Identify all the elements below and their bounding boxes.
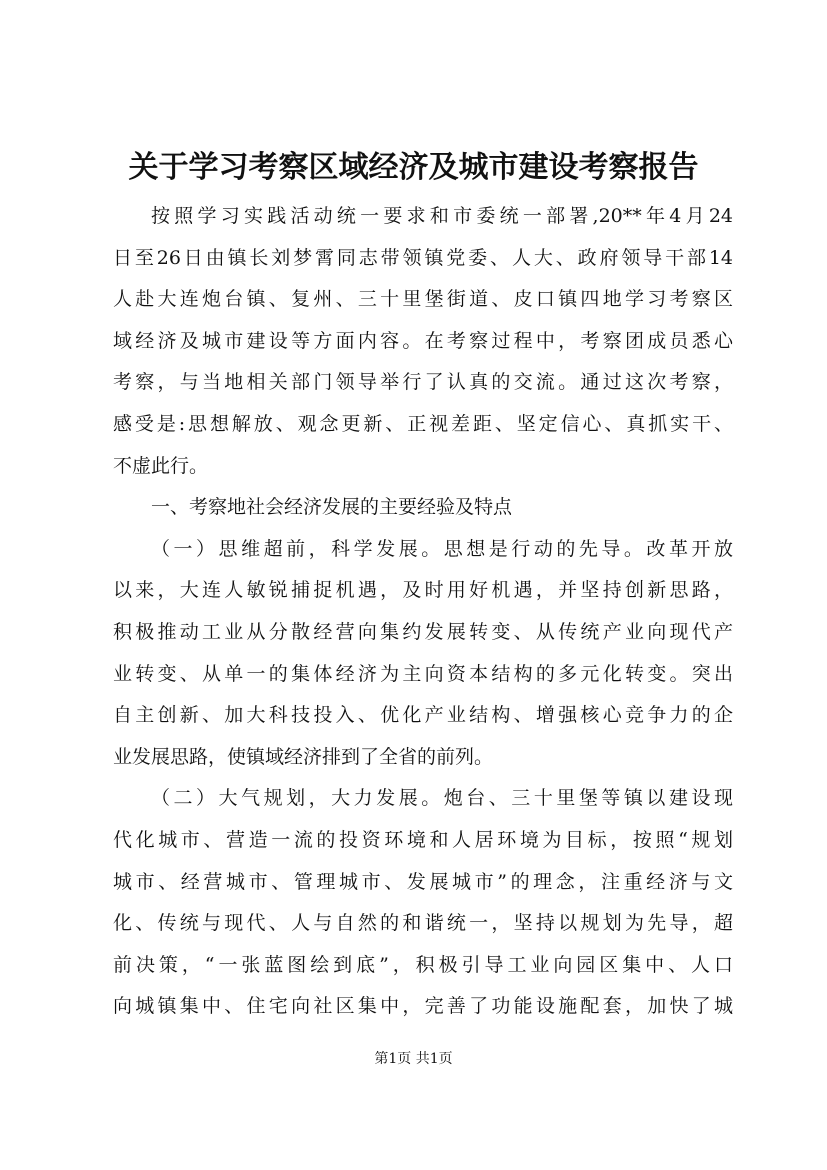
body-line: 考察，与当地相关部门领导举行了认真的交流。通过这次考察， <box>113 371 733 394</box>
body-line: 域经济及城市建设等方面内容。在考察过程中，考察团成员悉心 <box>113 329 733 352</box>
body-line: 城市、经营城市、管理城市、发展城市”的理念，注重经济与文 <box>113 870 733 893</box>
body-line: 积极推动工业从分散经营向集约发展转变、从传统产业向现代产 <box>113 620 733 643</box>
body-line: 化、传统与现代、人与自然的和谐统一，坚持以规划为先导，超 <box>113 912 733 935</box>
body-line: 按照学习实践活动统一要求和市委统一部署,20**年4月24 <box>151 205 733 227</box>
body-line: 感受是:思想解放、观念更新、正视差距、坚定信心、真抓实干、 <box>113 412 733 435</box>
page-number: 第1页 共1页 <box>374 1051 453 1067</box>
body-line: 不虚此行。 <box>113 454 209 477</box>
body-line: 业转变、从单一的集体经济为主向资本结构的多元化转变。突出 <box>113 662 733 685</box>
body-line: 以来，大连人敏锐捕捉机遇，及时用好机遇，并坚持创新思路， <box>113 579 733 602</box>
body-line: （一）思维超前，科学发展。思想是行动的先导。改革开放 <box>151 537 733 560</box>
body-line: 人赴大连炮台镇、复州、三十里堡街道、皮口镇四地学习考察区 <box>113 288 733 311</box>
body-line: 向城镇集中、住宅向社区集中，完善了功能设施配套，加快了城 <box>113 995 733 1018</box>
document-body <box>113 196 733 1028</box>
body-line: 前决策，“一张蓝图绘到底”，积极引导工业向园区集中、人口 <box>113 953 733 976</box>
body-line: 业发展思路，使镇域经济排到了全省的前列。 <box>113 745 494 768</box>
document-title: 关于学习考察区域经济及城市建设考察报告 <box>128 150 699 185</box>
section-heading: 一、考察地社会经济发展的主要经验及特点 <box>151 496 513 519</box>
body-line: 代化城市、营造一流的投资环境和人居环境为目标，按照“规划 <box>113 828 733 851</box>
body-line: （二）大气规划，大力发展。炮台、三十里堡等镇以建设现 <box>151 787 733 810</box>
body-line: 自主创新、加大科技投入、优化产业结构、增强核心竞争力的企 <box>113 704 733 727</box>
body-line: 日至26日由镇长刘梦霄同志带领镇党委、人大、政府领导干部14 <box>113 246 733 269</box>
